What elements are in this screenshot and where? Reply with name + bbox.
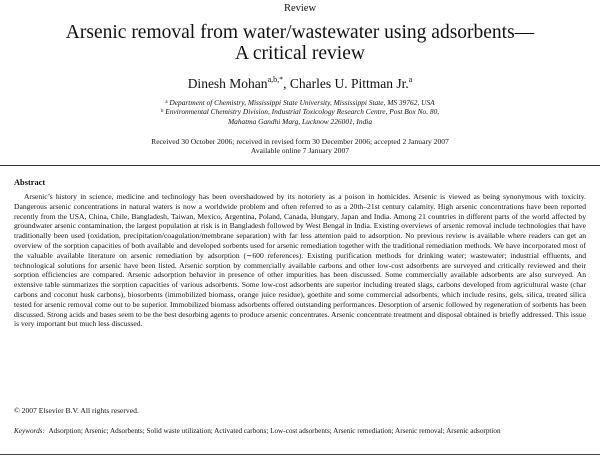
article-title: Arsenic removal from water/wastewater using adsorbents—A critical review	[65, 22, 535, 64]
affiliations	[0, 98, 600, 126]
author-affiliation-marks: a,b,*	[267, 75, 284, 84]
affiliation-line: $^b$ Environmental Chemistry Division, Industrial Toxicology Research Centre, Post Box No. 80,	[160, 107, 440, 117]
author-affiliation-marks: a	[408, 75, 413, 84]
corresponding-author-mark[interactable]: *	[279, 75, 284, 84]
author-name[interactable]: Dinesh Mohan	[187, 76, 268, 91]
online-date: Available online 7 January 2007	[250, 146, 350, 156]
section-label: Review	[283, 3, 317, 14]
abstract-heading: Abstract	[14, 178, 46, 187]
abstract-body: Arsenic’s history in science, medicine and technology has been overshadowed by its notoriety as a poison in homicides. Arsenic is viewed as being synonymous with toxicity. Dangerous arsenic concentrations in natural waters is now a worldwide problem and often referred to as a 20th–21st century calamity. High arsenic concentrations have been reported recently from the USA, China, Chile, Bangladesh, Taiwan, Mexico, Argentina, Poland, Canada, Hungary, Japan and India. Among 21 countries in different parts of the world affected by groundwater arsenic contamination, the largest population at risk is in Bangladesh followed by West Bengal in India. Existing overviews of arsenic removal include technologies that have traditionally been used (oxidation, precipitation/coagulation/membrane separation) with far less attention paid to adsorption. No previous review is available where readers can get an overview of the sorption capacities of both available and developed sorbents used for arsenic remediation together with the traditional remediation methods. We have incorporated most of the valuable available literature on arsenic remediation by adsorption (∼600 references). Existing purification methods for drinking water; wastewater; industrial effluents, and technological solutions for arsenic have been listed. Arsenic sorption by commercially available carbons and other low-cost adsorbents are surveyed and critically reviewed and their sorption efficiencies are compared. Arsenic adsorption behavior in presence of other impurities has been discussed. Some commercially available adsorbents are also surveyed. An extensive table summarizes the sorption capacities of various adsorbents. Some low-cost adsorbents are superior including treated slags, carbons developed from agricultural waste (char carbons and coconut husk carbons), biosorbents (immobilized biomass, orange juice residue), goethite and some commercial adsorbents, which include resins, gels, silica, treated silica tested for arsenic removal come out to be superior. Immobilized biomass adsorbents offered outstanding performances. Desorption of arsenic followed by regeneration of sorbents has been discussed. Strong acids and bases seem to be the best desorbing agents to produce arsenic concentrates. Arsenic concentrate treatment and disposal obtained is briefly addressed. This issue is very important but much less discussed.	[14, 192, 586, 329]
copyright-notice: © 2007 Elsevier B.V. All rights reserved.	[14, 406, 139, 415]
affiliation-line: Mahatma Gandhi Marg, Lucknow 226001, India	[227, 116, 373, 126]
author-list	[0, 76, 600, 92]
header-divider	[0, 165, 600, 166]
keywords-label: Keywords:	[14, 427, 45, 435]
received-dates: Received 30 October 2006; received in revised form 30 December 2006; accepted 2 January 2007	[151, 137, 449, 146]
keywords	[14, 427, 586, 437]
keywords-text: Adsorption; Arsenic; Adsorbents; Solid waste utilization; Activated carbons; Low-cost adsorbents; Arsenic remediation; Arsenic removal; Arsenic adsorption	[48, 427, 501, 435]
footer-divider	[0, 454, 600, 455]
affiliation-line: $^a$ Department of Chemistry, Mississippi State University, Mississippi State, MS 39762, USA	[165, 98, 435, 107]
author-name[interactable]: Charles U. Pittman Jr.	[289, 76, 409, 91]
article-dates	[0, 137, 600, 156]
author-separator: ,	[283, 76, 290, 91]
